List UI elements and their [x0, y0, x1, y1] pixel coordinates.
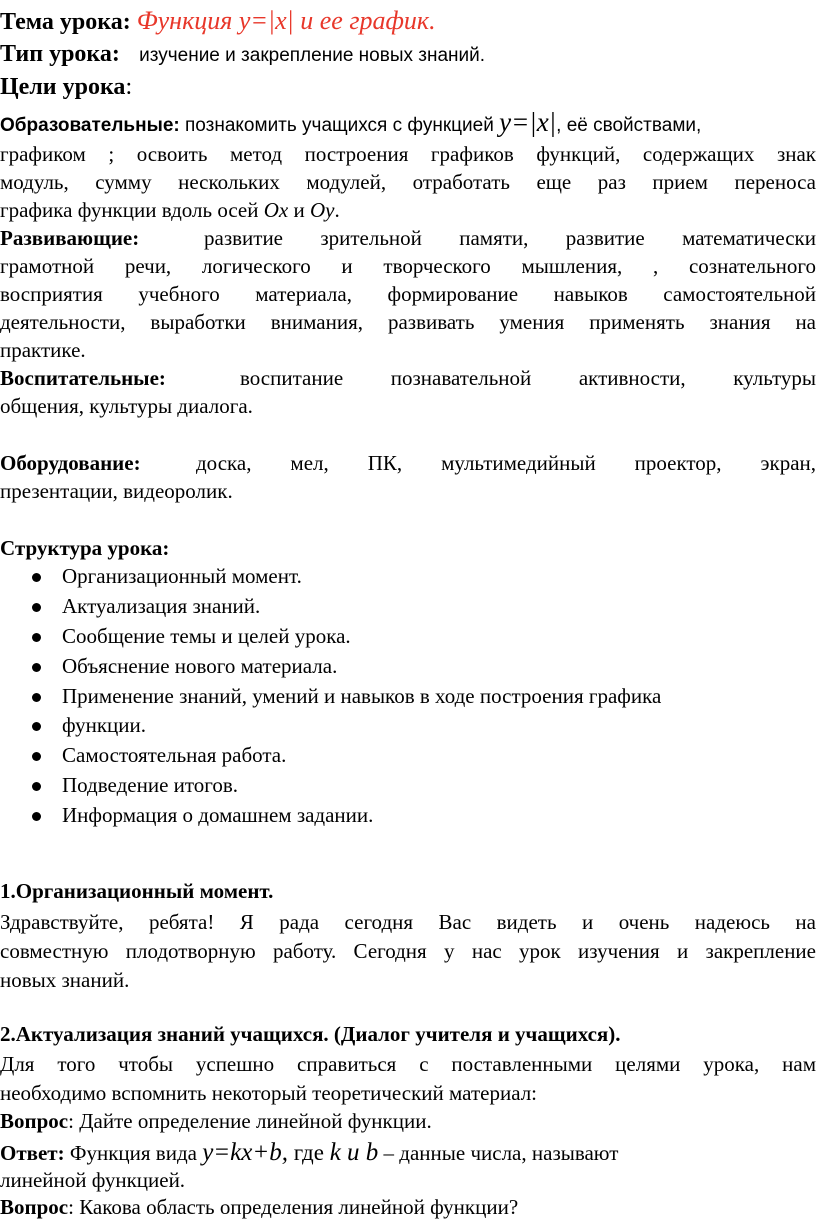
developing-line-4: деятельности, выработки внимания, развивать умения применять знания на: [0, 310, 816, 334]
topic-line: [0, 6, 816, 37]
upbringing-line-1: [0, 364, 816, 393]
upbringing-label: Воспитательные:: [0, 366, 166, 390]
and-word: и: [288, 198, 310, 222]
educational-label: Образовательные:: [0, 115, 180, 136]
answer-1-line-2: линейной функцией.: [0, 1168, 186, 1192]
section-2-heading: 2.Актуализация знаний учащихся. (Диалог учителя и учащихся).: [0, 1022, 621, 1046]
developing-line-3: восприятия учебного материала, формирование навыков самостоятельной: [0, 282, 816, 306]
list-item: Самостоятельная работа.: [0, 741, 816, 771]
lesson-type-line: [0, 40, 816, 70]
developing-text-1: развитие зрительной памяти, развитие математически: [204, 226, 816, 250]
lesson-type-label: Тип урока:: [0, 41, 120, 67]
upbringing-text-1: воспитание познавательной активности, культуры: [240, 366, 816, 390]
goals-heading: [0, 73, 816, 102]
lesson-type-value: изучение и закрепление новых знаний.: [139, 45, 486, 66]
educational-line-4-end: .: [334, 198, 340, 222]
answer-1-formula: y=kx+b,: [202, 1139, 288, 1166]
educational-pre: познакомить учащихся с функцией: [179, 115, 500, 136]
equipment-text-1: доска, мел, ПК, мультимедийный проектор, экран,: [196, 451, 816, 475]
list-item: Организационный момент.: [0, 562, 816, 592]
developing-label: Развивающие:: [0, 226, 140, 250]
question-2: [0, 1193, 816, 1222]
answer-1-kb: k и b: [329, 1139, 379, 1166]
educational-line-1: [0, 108, 816, 140]
section-1-heading: 1.Организационный момент.: [0, 879, 274, 903]
question-2-text: : Какова область определения линейной функции?: [68, 1195, 519, 1219]
list-item: Сообщение темы и целей урока.: [0, 622, 816, 652]
axis-ox: Ox: [263, 198, 289, 222]
question-1-label: Вопрос: [0, 1109, 69, 1133]
answer-1-label: Ответ:: [0, 1141, 65, 1165]
topic-title: Функция y=|x| и ее график.: [136, 6, 436, 35]
educational-line-3: модуль, сумму нескольких модулей, отработать еще раз прием переноса: [0, 170, 816, 194]
educational-line-2: графиком ; освоить метод построения графиков функций, содержащих знак: [0, 142, 816, 166]
topic-label: Тема урока:: [0, 9, 131, 35]
section-1-line-2: совместную плодотворную работу. Сегодня у нас урок изучения и закрепление: [0, 939, 816, 963]
educational-formula: y=|x|: [499, 107, 557, 137]
educational-line-4: [0, 196, 816, 225]
answer-1-where: где: [287, 1140, 330, 1165]
answer-1: [0, 1138, 816, 1168]
section-1-line-3: новых знаний.: [0, 968, 130, 992]
goals-label: Цели урока: [0, 74, 126, 100]
list-item: Применение знаний, умений и навыков в ходе построения графика: [0, 682, 816, 711]
question-2-label: Вопрос: [0, 1195, 69, 1219]
answer-1-pre: Функция вида: [64, 1141, 203, 1165]
answer-1-post: – данные числа, называют: [378, 1141, 619, 1165]
list-item: Подведение итогов.: [0, 771, 816, 801]
question-1: [0, 1107, 816, 1136]
goals-colon: :: [125, 74, 133, 100]
equipment-line-2: презентации, видеоролик.: [0, 479, 233, 503]
structure-list: [0, 562, 816, 831]
section-2-line-2: необходимо вспомнить некоторый теоретический материал:: [0, 1081, 538, 1105]
educational-line-4-pre: графика функции вдоль осей: [0, 198, 264, 222]
section-2-line-1: Для того чтобы успешно справиться с поставленными целями урока, нам: [0, 1052, 816, 1076]
developing-line-2: грамотной речи, логического и творческого мышления, , сознательного: [0, 254, 816, 278]
list-item: Объяснение нового материала.: [0, 652, 816, 682]
structure-heading: Структура урока:: [0, 536, 170, 560]
question-1-text: : Дайте определение линейной функции.: [68, 1109, 432, 1133]
developing-line-1: [0, 224, 816, 253]
section-1-line-1: Здравствуйте, ребята! Я рада сегодня Вас видеть и очень надеюсь на: [0, 910, 816, 934]
upbringing-line-2: общения, культуры диалога.: [0, 394, 253, 418]
educational-post: , её свойствами,: [556, 115, 702, 136]
developing-line-5: практике.: [0, 338, 86, 362]
list-item: Актуализация знаний.: [0, 592, 816, 622]
equipment-label: Оборудование:: [0, 451, 141, 475]
list-item-continuation-text: функции.: [62, 713, 146, 737]
list-item-continuation: [0, 711, 816, 741]
axis-oy: Oy: [310, 198, 335, 222]
list-item: Информация о домашнем задании.: [0, 801, 816, 831]
equipment-line-1: [0, 449, 816, 478]
